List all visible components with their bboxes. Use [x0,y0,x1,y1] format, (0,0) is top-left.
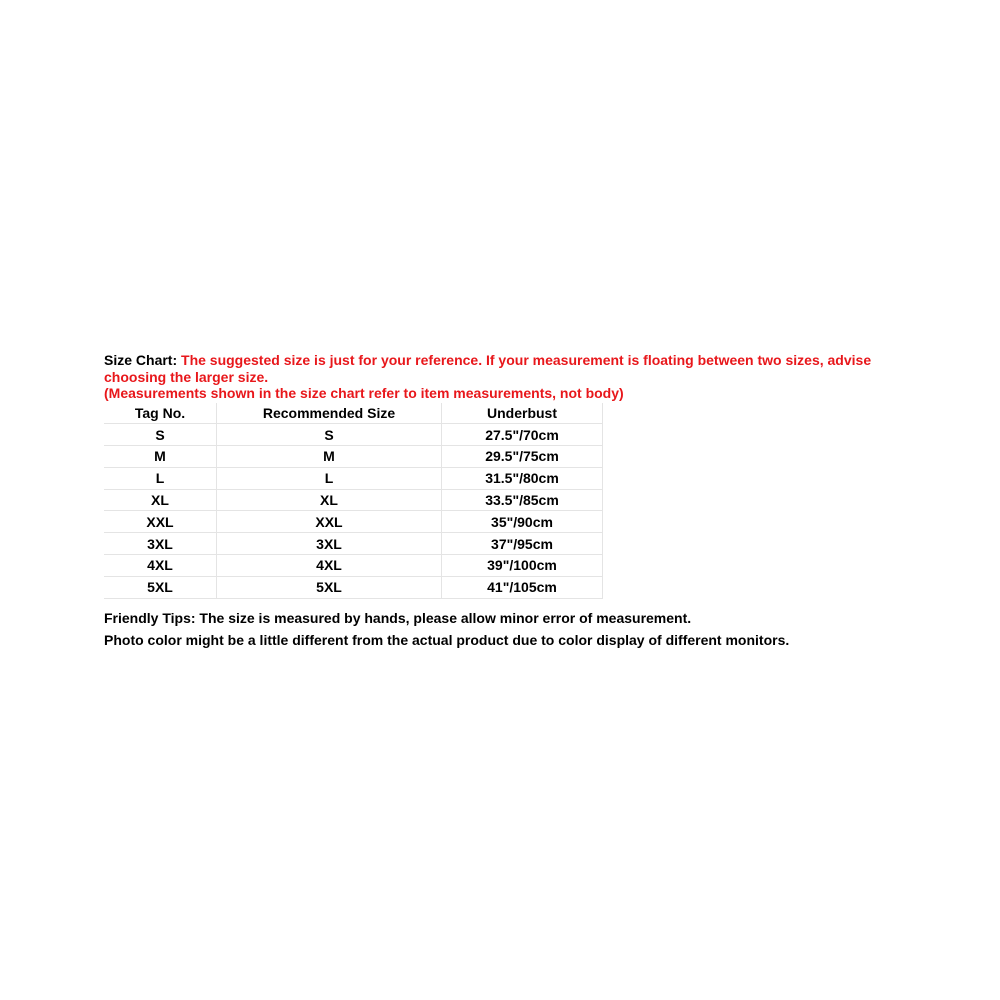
table-row [104,489,603,511]
underbust-cell: 29.5"/75cm [442,446,603,468]
table-row [104,555,603,577]
tips-line-measurement: Friendly Tips: The size is measured by hands, please allow minor error of measurement. [104,609,692,626]
underbust-cell: 27.5"/70cm [442,424,603,446]
header-underbust: Underbust [442,403,603,424]
header-row [104,403,603,424]
table-row [104,511,603,533]
tag-no-cell: M [104,446,217,468]
recommended-size-cell: S [217,424,442,446]
tag-no-cell: XXL [104,511,217,533]
tag-no-cell: XL [104,489,217,511]
table-row [104,467,603,489]
tag-no-cell: S [104,424,217,446]
tag-no-cell: 4XL [104,555,217,577]
table-row [104,424,603,446]
size-chart-label: Size Chart: [104,352,182,368]
recommended-size-cell: XXL [217,511,442,533]
table-row [104,576,603,598]
size-chart-intro [104,352,904,402]
tag-no-cell: 5XL [104,576,217,598]
recommended-size-cell: 5XL [217,576,442,598]
friendly-tips [104,607,904,651]
header-recommended-size: Recommended Size [217,403,442,424]
table-row [104,533,603,555]
underbust-cell: 39"/100cm [442,555,603,577]
underbust-cell: 41"/105cm [442,576,603,598]
size-table [104,403,603,599]
recommended-size-cell: 4XL [217,555,442,577]
table-row [104,446,603,468]
recommended-size-cell: L [217,467,442,489]
header-tag-no: Tag No. [104,403,217,424]
recommended-size-cell: 3XL [217,533,442,555]
recommended-size-cell: M [217,446,442,468]
measurement-note: (Measurements shown in the size chart refer to item measurements, not body) [104,385,624,401]
recommended-size-cell: XL [217,489,442,511]
underbust-cell: 31.5"/80cm [442,467,603,489]
tag-no-cell: 3XL [104,533,217,555]
size-chart-sheet [104,352,904,651]
tag-no-cell: L [104,467,217,489]
size-table-body [104,424,603,598]
tips-line-color: Photo color might be a little different from the actual product due to color display of different monitors. [104,631,790,648]
underbust-cell: 37"/95cm [442,533,603,555]
underbust-cell: 35"/90cm [442,511,603,533]
underbust-cell: 33.5"/85cm [442,489,603,511]
size-table-header [104,403,603,424]
size-advice-note: The suggested size is just for your reference. If your measurement is floating between two sizes, advise choosing the larger size. [104,352,872,385]
